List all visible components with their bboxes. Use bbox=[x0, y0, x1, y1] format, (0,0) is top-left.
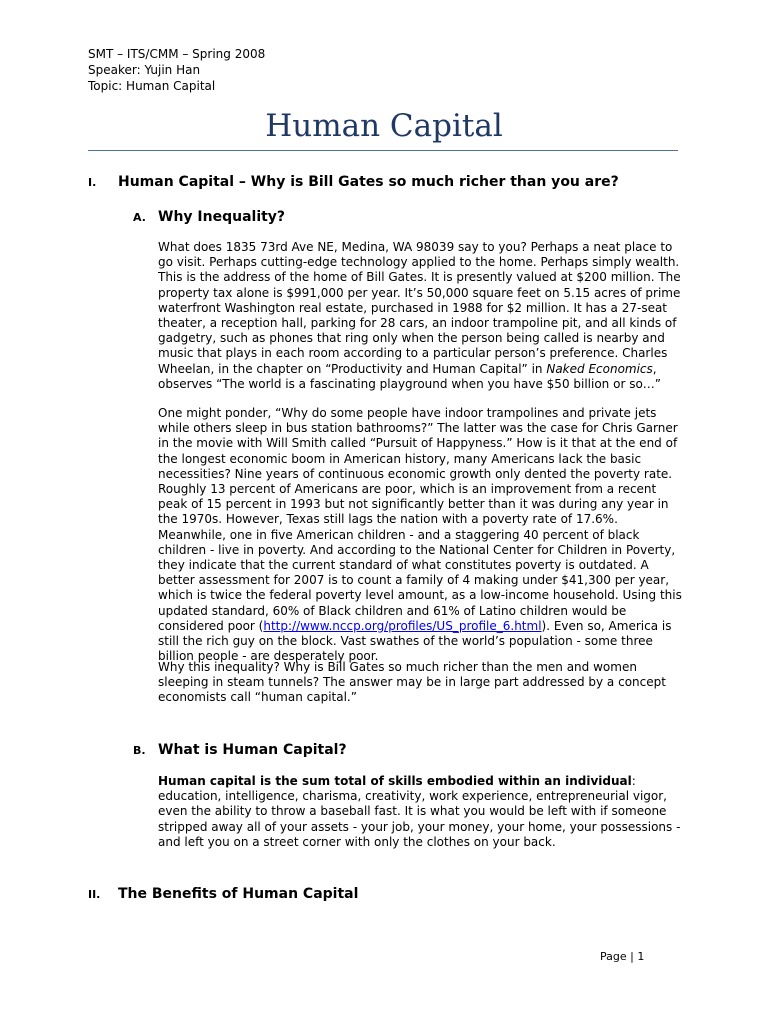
subsection-a-title: Why Inequality? bbox=[158, 209, 286, 225]
subsection-a-heading bbox=[133, 209, 285, 225]
subsection-b-letter: B. bbox=[133, 744, 146, 757]
para-a3-text: Why this inequality? Why is Bill Gates so much richer than the men and women sleeping in steam tunnels? The answer may be in large part addressed by a concept economists call “human capital.” bbox=[158, 660, 666, 705]
book-title-naked-economics: Naked Economics bbox=[546, 361, 653, 376]
header-topic-line: Topic: Human Capital bbox=[88, 79, 216, 93]
subsection-b-paragraph-1 bbox=[158, 774, 682, 850]
subsection-a-paragraph-3 bbox=[158, 660, 682, 706]
subsection-a-letter: A. bbox=[133, 211, 146, 224]
title-underline-rule bbox=[88, 150, 678, 151]
section-2-heading bbox=[88, 886, 358, 902]
header-speaker-line: Speaker: Yujin Han bbox=[88, 63, 201, 77]
document-header bbox=[88, 46, 265, 94]
section-2-title: The Benefits of Human Capital bbox=[118, 886, 359, 902]
human-capital-definition: Human capital is the sum total of skills embodied within an individual bbox=[158, 774, 632, 788]
nccp-profile-link[interactable]: http://www.nccp.org/profiles/US_profile_6.html bbox=[263, 618, 542, 633]
para-a2-text: One might ponder, “Why do some people have indoor trampolines and private jets while others sleep in bus station bathrooms?” The latter was the case for Chris Garner in the movie with Will Smith called “Pursuit of Happyness.” How is it that at the end of the longest economic boom in American history, many Americans lack the basic necessities? Nine years of continuous economic growth only dented the poverty rate. Roughly 13 percent of Americans are poor, which is an improvement from a recent peak of 15 percent in 1993 but not significantly better than it was during any year in the 1970s. However, Texas still lags the nation with a poverty rate of 17.6%. Meanwhile, one in five American children - and a staggering 40 percent of black children - live in poverty. And according to the National Center for Children in Poverty, they indicate that the current standard of what constitutes poverty is outdated. A better assessment for 2007 is to count a family of 4 making under $41,300 per year, which is twice the federal poverty level amount, as a low-income household. Using this updated standard, 60% of Black children and 61% of Latino children would be considered poor ( bbox=[158, 406, 682, 633]
subsection-a-paragraph-1 bbox=[158, 240, 682, 392]
para-a1-text-end: , observes “The world is a fascinating playground when you have $50 billion or so…” bbox=[158, 361, 662, 391]
section-1-heading bbox=[88, 174, 619, 190]
para-a2-text-end: ). Even so, America is still the rich guy on the block. Vast swathes of the world’s population - some three billion people - are desperately poor. bbox=[158, 618, 672, 664]
header-course-line: SMT – ITS/CMM – Spring 2008 bbox=[88, 47, 266, 61]
subsection-b-title: What is Human Capital? bbox=[158, 742, 347, 758]
section-1-numeral: I. bbox=[88, 176, 97, 189]
document-title: Human Capital bbox=[265, 108, 503, 144]
section-2-numeral: II. bbox=[88, 888, 101, 901]
subsection-b-heading bbox=[133, 742, 347, 758]
para-a1-text: What does 1835 73rd Ave NE, Medina, WA 98039 say to you? Perhaps a neat place to go visit. Perhaps cutting-edge technology applied to the home. Perhaps simply wealth. This is the address of the home of Bill Gates. It is presently valued at $200 million. The property tax alone is $991,000 per year. It’s 50,000 square feet on 5.15 acres of prime waterfront Washington real estate, purchased in 1988 for $2 million. It has a 27-seat theater, a reception hall, parking for 28 cars, an indoor trampoline pit, and all kinds of gadgetry, such as phones that ring only when the person being called is nearby and music that plays in each room according to a particular person’s preference. Charles Wheelan, in the chapter on “Productivity and Human Capital” in bbox=[158, 240, 681, 376]
para-b1-text: : education, intelligence, charisma, creativity, work experience, entrepreneurial vigor, even the ability to throw a baseball fast. It is what you would be left with if someone stripped away all of your assets - your job, your money, your home, your possessions - and left you on a street corner with only the clothes on your back. bbox=[158, 774, 681, 849]
subsection-a-paragraph-2 bbox=[158, 406, 682, 664]
section-1-title: Human Capital – Why is Bill Gates so much richer than you are? bbox=[118, 174, 619, 190]
page-number-footer: Page | 1 bbox=[600, 950, 645, 963]
